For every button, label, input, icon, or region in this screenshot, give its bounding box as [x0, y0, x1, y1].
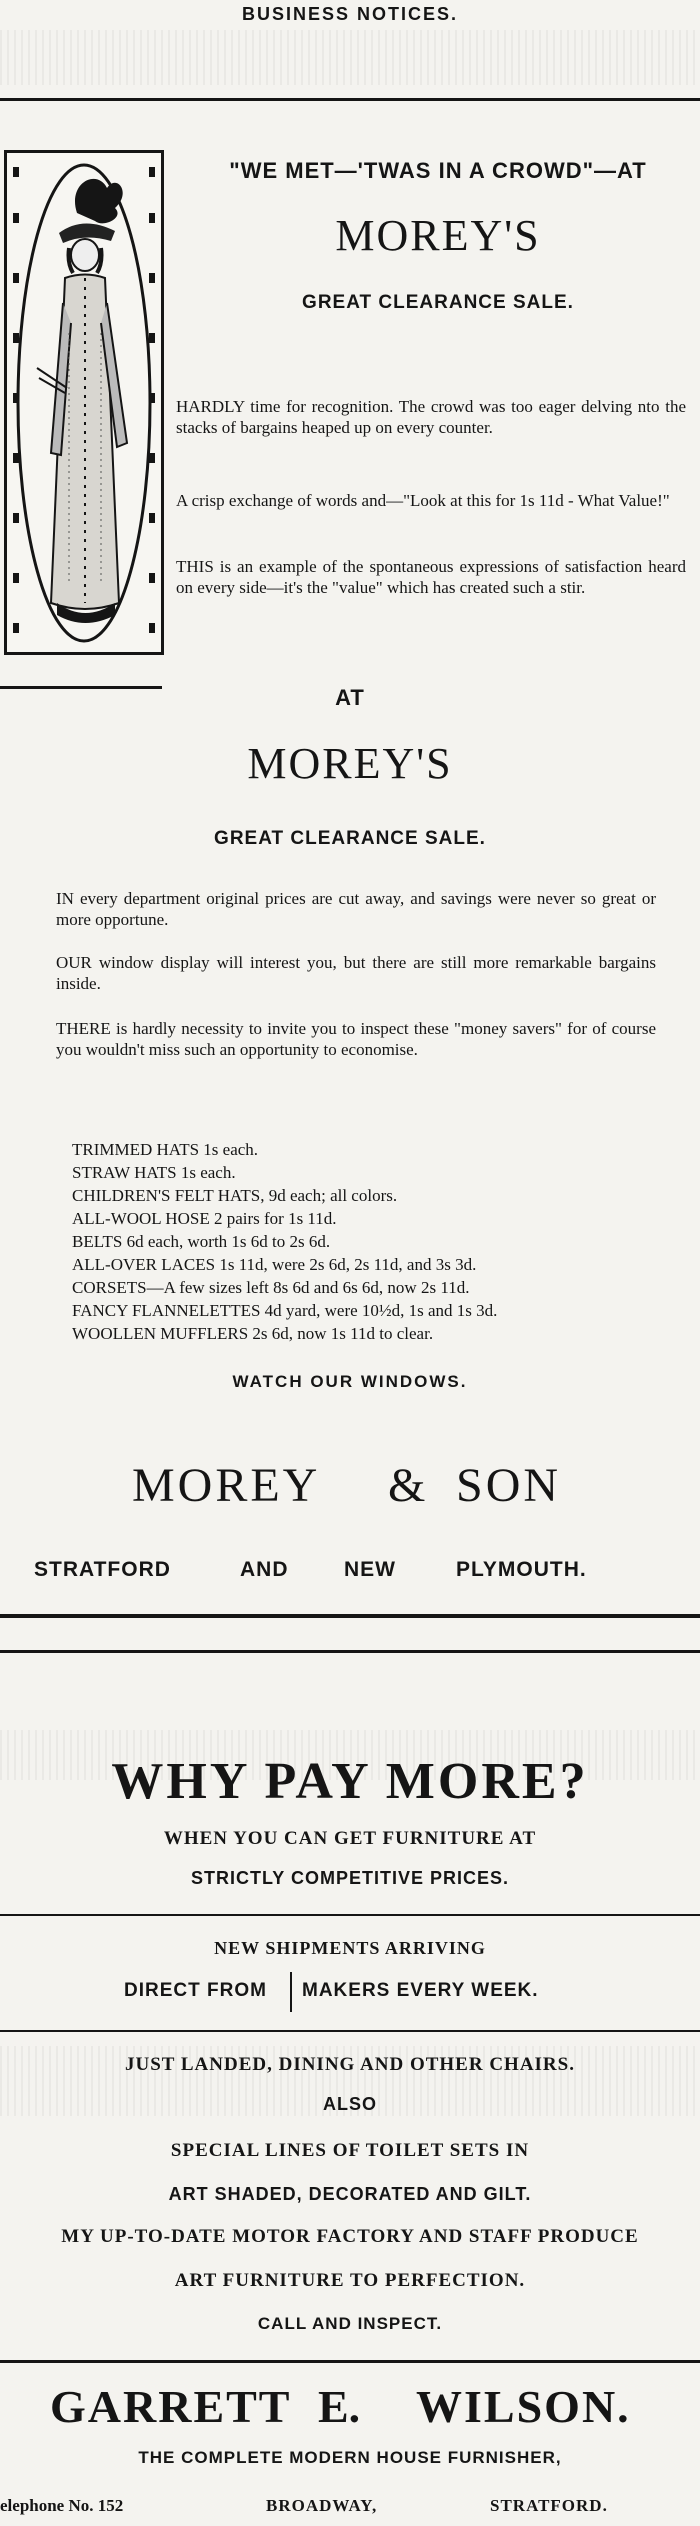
print-noise-top — [0, 30, 700, 85]
owner-surname: WILSON. — [416, 2381, 631, 2432]
ad1-store-name-2: MOREY'S — [247, 739, 453, 788]
ad1-paragraph-3: THIS is an example of the spontaneous expressions of satisfaction heard on every side—it's the "value" which has created such a stir. — [176, 557, 686, 597]
ad1-store-name: MOREY'S — [335, 211, 541, 260]
ad-divider-top — [0, 1614, 700, 1618]
town-new: NEW — [344, 1558, 396, 1581]
list-item: STRAW HATS 1s each. — [72, 1163, 236, 1182]
ad1-paragraph-4: IN every department original prices are cut away, and savings were never so great or more opportune. — [56, 889, 656, 929]
call-and-inspect: CALL AND INSPECT. — [257, 2314, 443, 2333]
town-and: AND — [240, 1558, 289, 1581]
firm-son: SON — [456, 1459, 562, 1512]
owner-initial: E. — [318, 2381, 361, 2432]
header-rule — [0, 98, 700, 101]
shipments-rule-bottom — [0, 2030, 700, 2032]
ad1-paragraph-1: HARDLY time for recognition. The crowd was too eager delving nto the stacks of bargains heaped up on every counter. — [176, 397, 686, 437]
address-town: STRATFORD. — [490, 2496, 608, 2515]
list-item: CORSETS—A few sizes left 8s 6d and 6s 6d, now 2s 11d. — [72, 1278, 470, 1297]
why-pay-more: WHY PAY MORE? — [111, 1753, 589, 1810]
watch-windows: WATCH OUR WINDOWS. — [232, 1372, 468, 1391]
list-item: FANCY FLANNELETTES 4d yard, were 10½d, 1s and 1s 3d. — [72, 1301, 498, 1320]
also: ALSO — [322, 2094, 377, 2114]
shipments-vertical-rule — [290, 1972, 292, 2012]
makers-every-week: MAKERS EVERY WEEK. — [302, 1980, 539, 2001]
town-stratford: STRATFORD — [34, 1558, 171, 1581]
list-item: WOOLLEN MUFFLERS 2s 6d, now 1s 11d to clear. — [72, 1324, 434, 1343]
firm-morey: MOREY — [132, 1459, 321, 1512]
ad1-headline: "WE MET—'TWAS IN A CROWD"—AT — [229, 158, 647, 183]
ad1-paragraph-5: OUR window display will interest you, but there are still more remarkable bargains inside. — [56, 953, 656, 993]
just-landed: JUST LANDED, DINING AND OTHER CHAIRS. — [125, 2054, 575, 2075]
firm-ampersand: & — [388, 1459, 426, 1512]
section-title: BUSINESS NOTICES. — [241, 4, 459, 24]
list-item: TRIMMED HATS 1s each. — [72, 1140, 259, 1159]
ad1-subtitle-2: GREAT CLEARANCE SALE. — [214, 828, 486, 849]
owner-rule — [0, 2360, 700, 2363]
shipments-rule-top — [0, 1914, 700, 1916]
owner-first-name: GARRETT — [50, 2381, 292, 2432]
ad1-paragraph-2: A crisp exchange of words and—"Look at this for 1s 11d - What Value!" — [176, 491, 670, 510]
ad1-subtitle: GREAT CLEARANCE SALE. — [302, 292, 574, 313]
list-item: BELTS 6d each, worth 1s 6d to 2s 6d. — [72, 1232, 331, 1251]
list-item: ALL-WOOL HOSE 2 pairs for 1s 11d. — [72, 1209, 337, 1228]
telephone-number: elephone No. 152 — [0, 2496, 124, 2515]
town-plymouth: PLYMOUTH. — [456, 1558, 587, 1581]
direct-from: DIRECT FROM — [124, 1980, 267, 2001]
address-street: BROADWAY, — [266, 2496, 378, 2515]
woman-in-coat-illustration — [7, 153, 161, 652]
illustration-frame — [4, 150, 164, 655]
furniture-line: WHEN YOU CAN GET FURNITURE AT — [163, 1828, 537, 1849]
motor-factory: MY UP-TO-DATE MOTOR FACTORY AND STAFF PRODUCE — [61, 2226, 639, 2247]
list-item: CHILDREN'S FELT HATS, 9d each; all colors. — [72, 1186, 398, 1205]
art-furniture: ART FURNITURE TO PERFECTION. — [174, 2270, 526, 2291]
ad1-paragraph-6: THERE is hardly necessity to invite you to inspect these "money savers" for of course you wouldn't miss such an opportunity to economise. — [56, 1019, 656, 1059]
special-lines: SPECIAL LINES OF TOILET SETS IN — [170, 2140, 530, 2161]
art-shaded: ART SHADED, DECORATED AND GILT. — [168, 2184, 532, 2204]
list-item: ALL-OVER LACES 1s 11d, were 2s 6d, 2s 11d, and 3s 3d. — [72, 1255, 477, 1274]
at-label: AT — [335, 685, 365, 710]
ad-divider-bottom — [0, 1650, 700, 1653]
new-shipments: NEW SHIPMENTS ARRIVING — [214, 1938, 486, 1958]
prices-line: STRICTLY COMPETITIVE PRICES. — [190, 1868, 510, 1888]
owner-subtitle: THE COMPLETE MODERN HOUSE FURNISHER, — [138, 2448, 562, 2467]
